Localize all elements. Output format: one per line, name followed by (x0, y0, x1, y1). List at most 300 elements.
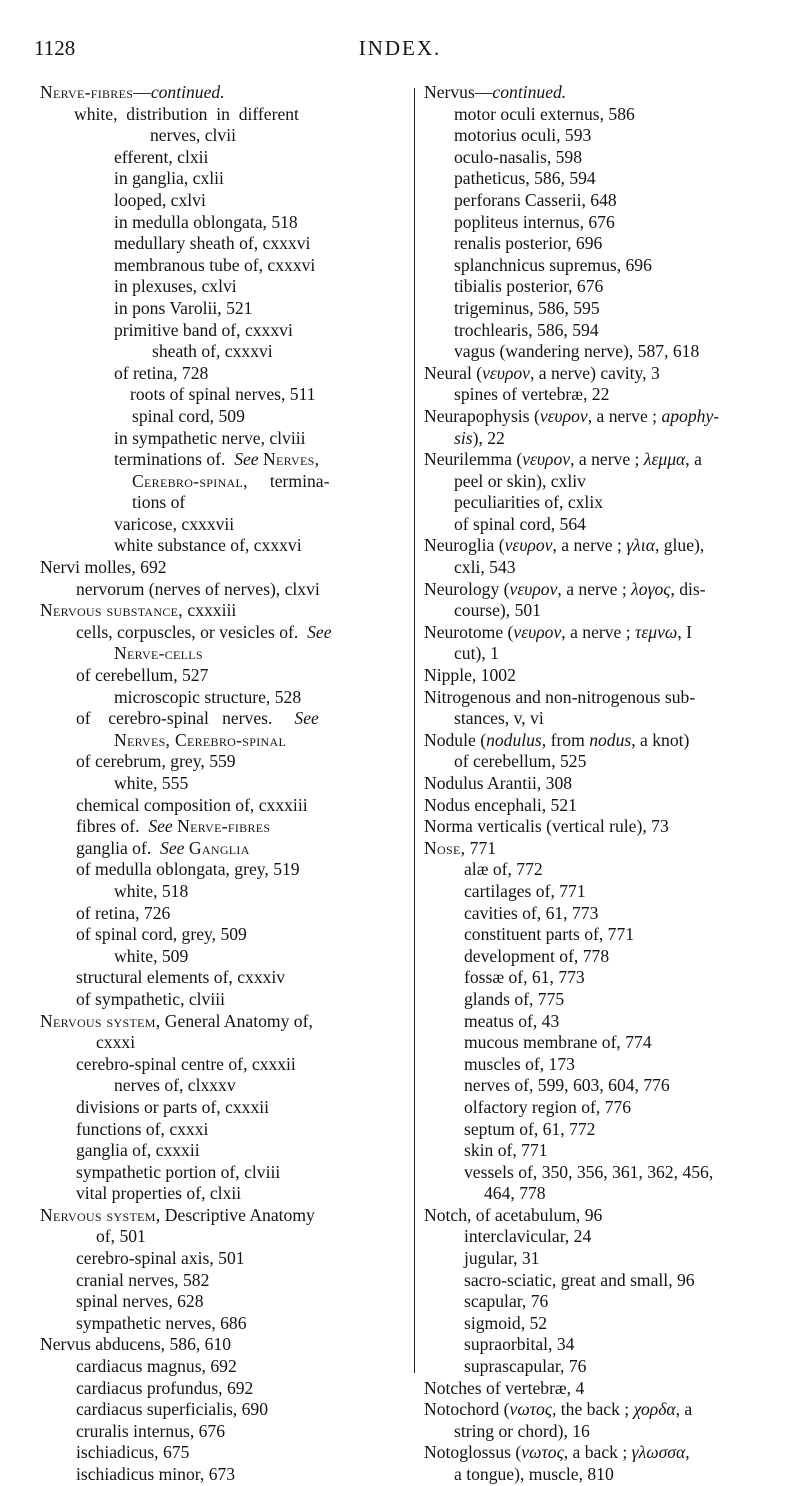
index-line (40, 298, 398, 320)
index-text: Nerves, Cerebro-spinal (114, 729, 287, 750)
index-text: Nervous substance, (40, 600, 183, 621)
index-line (424, 1054, 770, 1076)
index-line (424, 881, 770, 903)
index-text: scapular, 76 (464, 1291, 549, 1312)
index-text: γλωσσα (631, 1442, 686, 1463)
index-text: tions of (132, 492, 186, 513)
index-line (424, 816, 770, 838)
index-text: Nervous system, (40, 1010, 161, 1031)
index-text: varicose, cxxxvii (114, 513, 235, 534)
index-line (40, 535, 398, 557)
index-text: Nose, (424, 837, 466, 858)
index-text: patheticus, 586, 594 (454, 168, 596, 189)
index-text: development of, 778 (464, 945, 610, 966)
index-text: Nervus— (424, 82, 493, 102)
index-text: sheath of, cxxxvi (152, 341, 273, 362)
index-text: glands of, 775 (464, 988, 565, 1009)
index-text: cut), 1 (454, 643, 499, 664)
index-line (424, 471, 770, 493)
index-text: looped, cxlvi (114, 189, 206, 210)
index-text: nodulus (486, 729, 542, 750)
index-text: νωτος (521, 1442, 564, 1463)
index-text: spines of vertebræ, 22 (454, 384, 610, 405)
index-text: Cerebro-spinal, (132, 470, 248, 491)
index-text: of, 501 (96, 1226, 146, 1247)
index-line (40, 190, 398, 212)
index-text: νευρον (482, 362, 530, 383)
index-line (424, 1226, 770, 1248)
index-text: Neurology ( (424, 578, 510, 599)
index-text: skin of, 771 (464, 1140, 548, 1161)
index-text: τεμνω (635, 621, 678, 642)
index-line (40, 751, 398, 773)
index-line (424, 622, 770, 644)
index-text: Nodulus Arantii, 308 (424, 773, 573, 793)
index-text: See (294, 708, 319, 729)
left-index-column (40, 82, 398, 1486)
index-text: efferent, clxii (114, 146, 209, 167)
index-line (40, 428, 398, 450)
index-text: , I (677, 621, 692, 642)
index-text: cells, corpuscles, or vesicles of. (76, 621, 308, 642)
index-line (40, 622, 398, 644)
index-text: , a nerve ; (570, 449, 644, 470)
index-line (424, 1334, 770, 1356)
index-line (424, 255, 770, 277)
index-text: cerebro-spinal centre of, cxxxii (76, 1053, 296, 1074)
index-line (40, 406, 398, 428)
index-line (40, 1378, 398, 1400)
index-text: Nervous system, (40, 1204, 161, 1225)
index-line (40, 881, 398, 903)
index-line (40, 1356, 398, 1378)
index-text: continued. (492, 82, 567, 102)
index-text: Ganglia (188, 837, 250, 858)
column-divider (414, 88, 415, 1373)
index-text: nervorum (nerves of nerves), clxvi (76, 578, 320, 599)
index-line (424, 1162, 770, 1184)
index-text: νευρον (509, 578, 558, 599)
index-text: popliteus internus, 676 (454, 211, 615, 232)
index-text: General Anatomy of, (160, 1010, 313, 1031)
index-line (424, 212, 770, 234)
index-text: ganglia of, cxxxii (76, 1140, 200, 1161)
index-line (424, 1032, 770, 1054)
index-line (40, 665, 398, 687)
page-header (30, 36, 770, 66)
index-text: muscles of, 173 (464, 1053, 575, 1074)
index-text: splanchnicus supremus, 696 (454, 254, 652, 275)
index-text: , a nerve ; (552, 535, 627, 556)
index-line (40, 1226, 398, 1248)
index-line (424, 233, 770, 255)
index-line (40, 168, 398, 190)
index-text: χορδα (633, 1399, 676, 1420)
index-line (40, 967, 398, 989)
index-text: Neurotome ( (424, 621, 514, 642)
index-text: in pons Varolii, 521 (114, 297, 253, 318)
index-text: motorius oculi, 593 (454, 125, 592, 146)
index-line (40, 579, 398, 601)
index-line (40, 1291, 398, 1313)
index-text: , a nerve ; (557, 578, 632, 599)
index-text: Notochord ( (424, 1399, 510, 1420)
index-text: Notoglossus ( (424, 1442, 522, 1463)
index-line (40, 989, 398, 1011)
index-line (424, 276, 770, 298)
index-text: of cerebellum, 527 (76, 665, 209, 686)
index-text: white, 518 (114, 880, 189, 901)
index-line (40, 730, 398, 752)
index-text: Neural ( (424, 362, 483, 383)
index-text: , a nerve ; (561, 621, 636, 642)
index-text: peculiarities of, cxlix (454, 492, 604, 513)
index-line (40, 1032, 398, 1054)
index-line (424, 730, 770, 752)
index-line (40, 924, 398, 946)
index-line (424, 363, 770, 385)
index-line (40, 1313, 398, 1335)
index-line (40, 708, 398, 730)
index-text: course), 501 (454, 600, 541, 621)
index-text: sympathetic portion of, clviii (76, 1161, 281, 1182)
index-text: cxxxi (96, 1032, 136, 1053)
index-text: vessels of, 350, 356, 361, 362, 456, (464, 1161, 714, 1182)
index-text: fibres of. (76, 816, 149, 837)
index-text: membranous tube of, cxxxvi (114, 254, 316, 275)
index-text: νωτος (509, 1399, 552, 1420)
index-line (424, 751, 770, 773)
index-text: νευρον (522, 449, 571, 470)
index-line (40, 1421, 398, 1443)
index-text: cardiacus magnus, 692 (76, 1356, 237, 1377)
index-line (424, 428, 770, 450)
index-text: Neurapophysis ( (424, 405, 540, 426)
index-text: trochlearis, 586, 594 (454, 319, 599, 340)
index-text: supraorbital, 34 (464, 1334, 575, 1355)
index-line (424, 125, 770, 147)
index-text: ), 22 (472, 427, 505, 448)
index-line (40, 1334, 398, 1356)
index-line (40, 104, 398, 126)
index-text: divisions or parts of, cxxxii (76, 1096, 270, 1117)
index-line (424, 298, 770, 320)
index-line (40, 1248, 398, 1270)
index-line (40, 643, 398, 665)
index-line (40, 557, 398, 579)
index-text: terminations of. (114, 449, 235, 470)
index-line (424, 1140, 770, 1162)
index-text: , a (685, 449, 702, 470)
index-text: in sympathetic nerve, clviii (114, 427, 306, 448)
index-text: ganglia of. (76, 837, 161, 858)
index-line (424, 406, 770, 428)
page-title: INDEX. (358, 36, 442, 60)
index-text: apophy- (661, 405, 720, 426)
index-line (424, 687, 770, 709)
index-text: a tongue), muscle, 810 (454, 1464, 614, 1484)
index-line (424, 168, 770, 190)
index-text: Neurilemma ( (424, 449, 523, 470)
index-text: of sympathetic, clviii (76, 988, 226, 1009)
index-line (424, 1464, 770, 1486)
index-text: cruralis internus, 676 (76, 1420, 226, 1441)
index-text: See (160, 837, 185, 858)
index-text: oculo-nasalis, 598 (454, 146, 583, 167)
index-text: termina- (247, 470, 330, 491)
index-line (40, 1054, 398, 1076)
index-line (40, 903, 398, 925)
index-line (424, 535, 770, 557)
index-line (40, 1162, 398, 1184)
index-line (424, 104, 770, 126)
index-line (424, 859, 770, 881)
index-line (424, 449, 770, 471)
index-text: nerves of, clxxxv (114, 1075, 236, 1096)
index-line (424, 514, 770, 536)
index-text: — (133, 82, 151, 102)
index-line (424, 579, 770, 601)
index-text: constituent parts of, 771 (464, 924, 635, 945)
index-text: peel or skin), cxliv (454, 470, 586, 491)
index-text: microscopic structure, 528 (114, 686, 302, 707)
index-line (424, 1291, 770, 1313)
index-text: , a knot) (631, 729, 690, 750)
index-text: white, distribution in different (74, 103, 299, 124)
index-line (424, 341, 770, 363)
index-line (40, 514, 398, 536)
index-line (40, 276, 398, 298)
index-text: , the back ; (551, 1399, 634, 1420)
index-text: primitive band of, cxxxvi (114, 319, 293, 340)
index-text: Nerve-fibres (40, 82, 134, 102)
index-text: mucous membrane of, 774 (464, 1032, 652, 1053)
index-line (40, 1399, 398, 1421)
index-text: cardiacus profundus, 692 (76, 1377, 254, 1398)
index-line (40, 1140, 398, 1162)
index-line (40, 773, 398, 795)
index-text: , a nerve ; (587, 405, 662, 426)
index-text: meatus of, 43 (464, 1010, 560, 1031)
index-line (424, 82, 770, 104)
index-text: white substance of, cxxxvi (114, 535, 302, 556)
index-text: white, 555 (114, 773, 189, 793)
index-text: ischiadicus, 675 (76, 1442, 190, 1463)
index-text: λογος (631, 578, 671, 599)
index-line (424, 1097, 770, 1119)
index-line (424, 600, 770, 622)
page-number: 1128 (34, 36, 76, 60)
index-text: structural elements of, cxxxiv (76, 967, 286, 988)
index-line (424, 190, 770, 212)
index-text: of medulla oblongata, grey, 519 (76, 859, 300, 880)
index-line (40, 1119, 398, 1141)
index-line (40, 687, 398, 709)
index-text: Nitrogenous and non-nitrogenous sub- (424, 686, 696, 707)
index-text: Nodule ( (424, 729, 487, 750)
index-line (40, 859, 398, 881)
index-text: Norma verticalis (vertical rule), 73 (424, 816, 669, 837)
index-text: of spinal cord, grey, 509 (76, 924, 247, 945)
index-text: septum of, 61, 772 (464, 1118, 596, 1139)
index-line (424, 1378, 770, 1400)
index-text: nodus (589, 729, 632, 750)
index-text: sympathetic nerves, 686 (76, 1312, 247, 1333)
index-line (424, 708, 770, 730)
index-text: λεμμα (643, 449, 686, 470)
index-text: νευρον (504, 535, 553, 556)
index-line (40, 1183, 398, 1205)
index-text: See (148, 816, 173, 837)
index-text: of retina, 726 (76, 902, 171, 923)
index-text: See (234, 449, 259, 470)
index-text: white, 509 (114, 945, 189, 966)
index-text: of cerebellum, 525 (454, 751, 587, 772)
index-text: sis (454, 427, 473, 448)
index-line (40, 1011, 398, 1033)
index-text: cxli, 543 (454, 557, 516, 578)
index-text: vagus (wandering nerve), 587, 618 (454, 341, 700, 362)
index-text: perforans Casserii, 648 (454, 189, 617, 210)
index-text: cardiacus superficialis, 690 (76, 1399, 268, 1420)
index-line (424, 557, 770, 579)
index-text: ischiadicus minor, 673 (76, 1464, 236, 1484)
index-text: functions of, cxxxi (76, 1118, 209, 1139)
index-text: , a nerve) cavity, 3 (530, 362, 660, 383)
index-text: Nerve-cells (114, 643, 203, 664)
index-line (40, 384, 398, 406)
index-line (424, 903, 770, 925)
index-line (40, 946, 398, 968)
index-text: , (685, 1442, 690, 1463)
index-line (424, 1399, 770, 1421)
index-line (424, 924, 770, 946)
index-line (40, 492, 398, 514)
index-line (424, 1270, 770, 1292)
index-text: cartilages of, 771 (464, 880, 586, 901)
index-text: tibialis posterior, 676 (454, 276, 604, 297)
index-line (424, 1075, 770, 1097)
index-text: cerebro-spinal axis, 501 (76, 1248, 245, 1269)
index-text: continued. (150, 82, 225, 102)
index-text: sigmoid, 52 (464, 1312, 548, 1333)
index-line (40, 816, 398, 838)
index-text: Notch, of acetabulum, 96 (424, 1204, 603, 1225)
index-text: interclavicular, 24 (464, 1226, 592, 1247)
index-line (40, 1075, 398, 1097)
index-line (424, 320, 770, 342)
index-text: suprascapular, 76 (464, 1356, 587, 1377)
index-line (40, 1205, 398, 1227)
index-text: nerves of, 599, 603, 604, 776 (464, 1075, 670, 1096)
index-line (424, 643, 770, 665)
index-line (424, 795, 770, 817)
index-line (424, 989, 770, 1011)
index-text: medullary sheath of, cxxxvi (114, 233, 311, 254)
index-text: spinal nerves, 628 (76, 1291, 204, 1312)
index-text: fossæ of, 61, 773 (464, 967, 585, 988)
index-line (424, 967, 770, 989)
index-line (40, 795, 398, 817)
index-text: Neuroglia ( (424, 535, 505, 556)
index-text: string or chord), 16 (454, 1420, 590, 1441)
index-text: renalis posterior, 696 (454, 233, 603, 254)
index-line (40, 82, 398, 104)
index-text: vital properties of, clxii (76, 1183, 242, 1204)
index-line (40, 125, 398, 147)
index-line (424, 384, 770, 406)
index-text: in medulla oblongata, 518 (114, 211, 298, 232)
index-line (40, 449, 398, 471)
index-text: See (307, 621, 332, 642)
index-line (424, 492, 770, 514)
index-line (424, 1205, 770, 1227)
index-text: chemical composition of, cxxxiii (76, 794, 308, 815)
index-text: sacro-sciatic, great and small, 96 (464, 1269, 695, 1290)
index-line (424, 147, 770, 169)
index-line (40, 212, 398, 234)
index-text: γλια (626, 535, 655, 556)
index-text: , from (541, 729, 590, 750)
index-text: in plexuses, cxlvi (114, 276, 237, 297)
index-text: Notches of vertebræ, 4 (424, 1377, 585, 1398)
index-line (40, 1464, 398, 1486)
index-text: Nervi molles, 692 (40, 557, 167, 578)
index-line (424, 665, 770, 687)
index-text: Nerves, (263, 449, 320, 470)
index-line (424, 1119, 770, 1141)
index-text: νευρον (539, 405, 588, 426)
index-line (424, 1313, 770, 1335)
index-text: Descriptive Anatomy (160, 1204, 315, 1225)
index-line (424, 946, 770, 968)
index-text: , dis- (670, 578, 706, 599)
index-line (424, 1442, 770, 1464)
index-line (424, 1248, 770, 1270)
index-text: cxxxiii (183, 600, 237, 621)
index-text: cavities of, 61, 773 (464, 902, 599, 923)
index-line (40, 838, 398, 860)
index-text: olfactory region of, 776 (464, 1096, 632, 1117)
index-text: in ganglia, cxlii (114, 168, 224, 189)
index-text: stances, v, vi (454, 708, 544, 729)
index-text: 464, 778 (484, 1183, 546, 1204)
index-text: Nodus encephali, 521 (424, 794, 577, 815)
right-index-column (424, 82, 770, 1486)
index-text: nerves, clvii (150, 125, 236, 146)
index-text: motor oculi externus, 586 (454, 103, 635, 124)
index-line (424, 773, 770, 795)
index-line (40, 471, 398, 493)
index-line (40, 1270, 398, 1292)
index-line (424, 838, 770, 860)
index-line (424, 1011, 770, 1033)
index-line (40, 320, 398, 342)
index-line (40, 600, 398, 622)
index-text: , a (675, 1399, 693, 1420)
index-line (424, 1421, 770, 1443)
index-text: roots of spinal nerves, 511 (130, 384, 316, 405)
index-text: Nipple, 1002 (424, 665, 516, 686)
index-text: 771 (465, 837, 497, 858)
index-text: of cerebrum, grey, 559 (76, 751, 236, 772)
index-line (40, 341, 398, 363)
index-text: , glue), (654, 535, 705, 556)
index-line (40, 1097, 398, 1119)
index-line (424, 1356, 770, 1378)
index-line (40, 233, 398, 255)
index-text: νευρον (513, 621, 562, 642)
